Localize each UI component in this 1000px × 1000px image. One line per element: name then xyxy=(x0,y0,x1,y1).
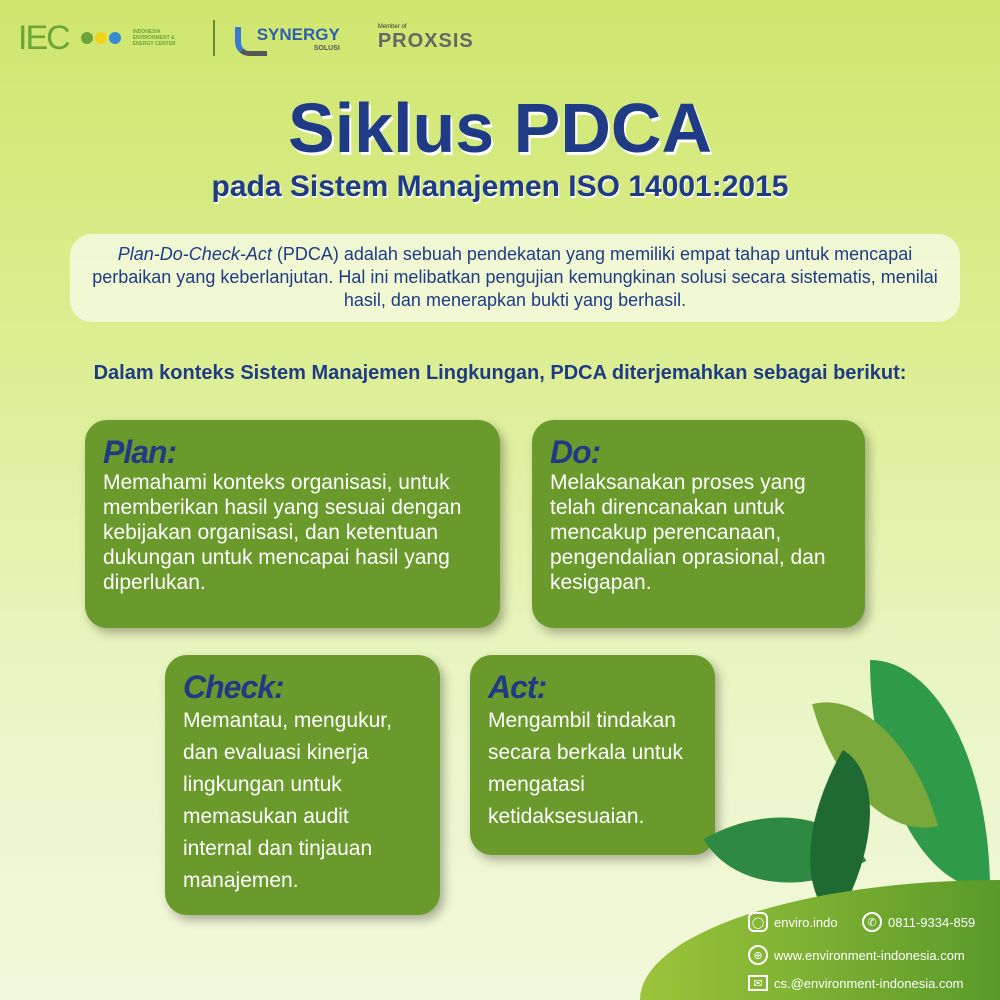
synergy-sub: SOLUSI xyxy=(313,44,340,52)
card-text: Memantau, mengukur, dan evaluasi kinerja lingkungan untuk memasukan audit internal dan tinjauan manajemen. xyxy=(183,709,392,892)
globe-icon: ⊕ xyxy=(748,945,768,965)
website-link[interactable] xyxy=(748,945,965,965)
context-heading: Dalam konteks Sistem Manajemen Lingkungan, PDCA diterjemahkan sebagai berikut: xyxy=(93,362,907,384)
card-text: Melaksanakan proses yang telah direncanakan untuk mencakup perencanaan, pengendalian oprasional, dan kesigapan. xyxy=(550,471,826,594)
synergy-text: SYNERGY xyxy=(256,24,340,44)
page-subtitle: pada Sistem Manajemen ISO 14001:2015 xyxy=(211,170,789,203)
iec-subtitle: INDONESIA ENVIRONMENT & ENERGY CENTER xyxy=(132,29,176,47)
partner-logos xyxy=(18,18,474,58)
card-title: Do: xyxy=(550,434,601,470)
card-text: Mengambil tindakan secara berkala untuk mengatasi ketidaksesuaian. xyxy=(488,709,683,828)
email-link[interactable] xyxy=(748,975,964,991)
intro-box xyxy=(70,234,960,322)
card-title: Plan: xyxy=(103,434,177,470)
instagram-icon: ◯ xyxy=(748,912,768,932)
proxsis-logo xyxy=(378,24,474,53)
card-title: Check: xyxy=(183,669,284,705)
do-card xyxy=(532,420,865,628)
iec-icons xyxy=(81,32,121,44)
member-of-label: Member of xyxy=(377,23,407,30)
divider xyxy=(213,20,215,56)
mail-icon: ✉ xyxy=(748,975,768,991)
synergy-logo xyxy=(235,25,340,52)
whatsapp-icon: ✆ xyxy=(862,912,882,932)
instagram-contact[interactable] xyxy=(748,912,838,932)
proxsis-text: PROXSIS xyxy=(377,29,474,52)
page-title: Siklus PDCA xyxy=(288,89,712,167)
check-card xyxy=(165,655,440,915)
plan-card xyxy=(85,420,500,628)
card-title: Act: xyxy=(488,669,547,705)
intro-term: Plan-Do-Check-Act xyxy=(117,244,272,264)
card-text: Memahami konteks organisasi, untuk memberikan hasil yang sesuai dengan kebijakan organisasi, dan ketentuan dukungan untuk mencapai hasil yang diperlukan. xyxy=(103,471,462,594)
email-address: cs.@environment-indonesia.com xyxy=(774,975,964,991)
whatsapp-number: 0811-9334-859 xyxy=(888,914,976,930)
intro-text: (PDCA) adalah sebuah pendekatan yang memiliki empat tahap untuk mencapai perbaikan yang keberlanjutan. Hal ini melibatkan pengujian kemungkinan solusi secara sistematis, menilai hasil, dan menerapkan bukti yang berhasil. xyxy=(92,244,938,310)
act-card xyxy=(470,655,715,855)
website-url: www.environment-indonesia.com xyxy=(774,947,965,963)
whatsapp-contact[interactable] xyxy=(862,912,975,932)
instagram-handle: enviro.indo xyxy=(774,914,838,930)
iec-logo: IEC xyxy=(18,18,69,57)
